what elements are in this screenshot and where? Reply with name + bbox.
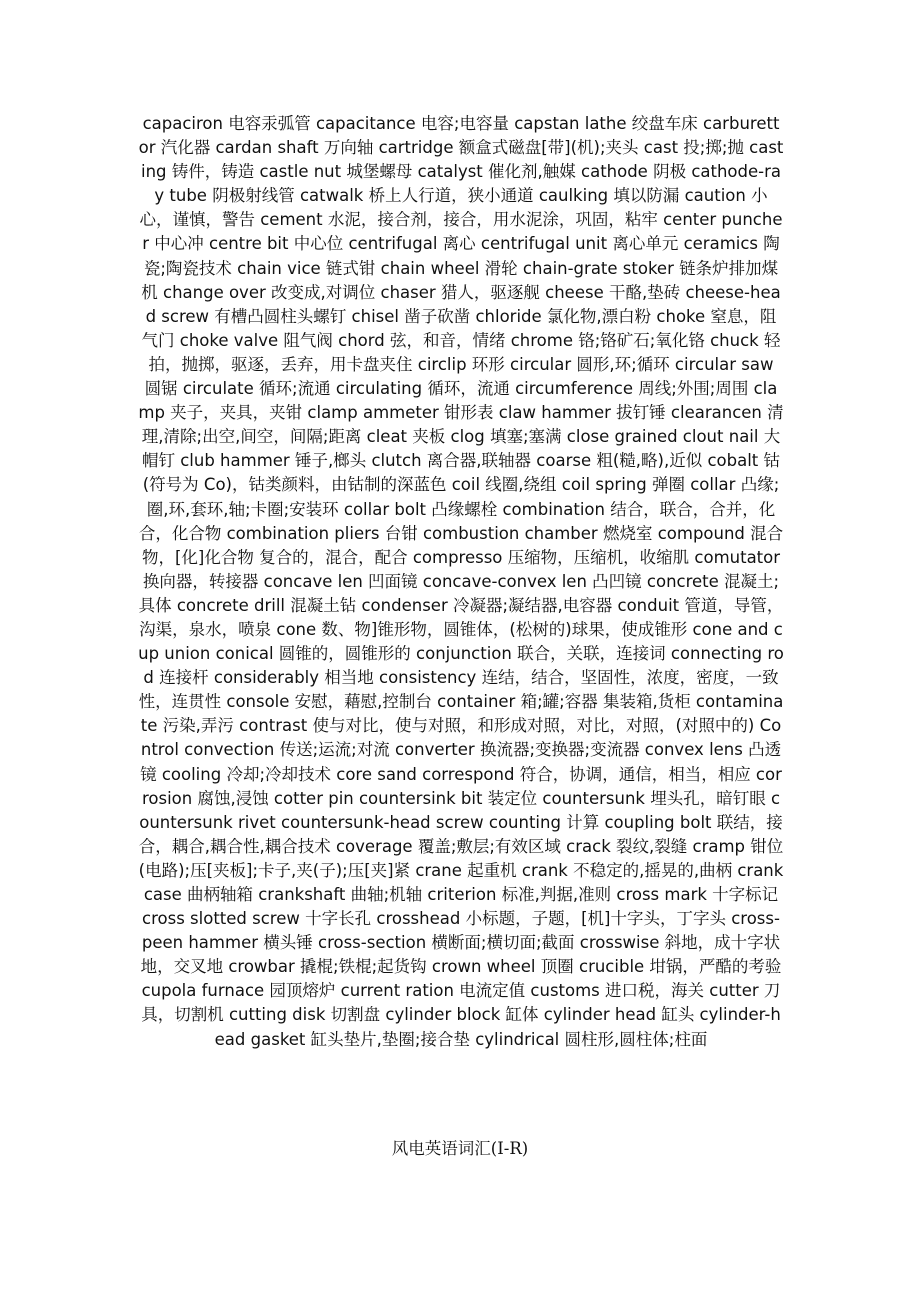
glossary-paragraph: capaciron 电容汞弧管 capacitance 电容;电容量 capstan lathe 绞盘车床 carburettor 汽化器 cardan shaft 万向轴 cartridge 额盒式磁盘[带](机);夹头 cast 投;掷;抛 casting 铸件，铸造 castle nut 城堡螺母 catalyst 催化剂,触媒 cathode 阴极 cathode-ray tube 阴极射线管 catwalk 桥上人行道，狭小通道 caulking 填以防漏 caution 小心，谨慎，警告 cement 水泥，接合剂，接合，用水泥涂，巩固，粘牢 center puncher 中心冲 centre bit 中心位 centrifugal 离心 centrifugal unit 离心单元 ceramics 陶瓷;陶瓷技术 chain vice 链式钳 chain wheel 滑轮 chain-grate stoker 链条炉排加煤机 change over 改变成,对调位 chaser 猎人，驱逐舰 cheese 干酪,垫砖 cheese-head screw 有槽凸圆柱头螺钉 chisel 凿子砍凿 chloride 氯化物,漂白粉 choke 窒息，阻气门 choke valve 阻气阀 chord 弦，和音，情绪 chrome 铬;铬矿石;氧化铬 chuck 轻拍，抛掷，驱逐，丢弃，用卡盘夹住 circlip 环形 circular 圆形,环;循环 circular saw 圆锯 circulate 循环;流通 circulating 循环，流通 circumference 周线;外围;周围 clamp 夹子，夹具，夹钳 clamp ammeter 钳形表 claw hammer 拔钉锤 clearancen 清理,清除;出空,间空，间隔;距离 cleat 夹板 clog 填塞;塞满 close grained clout nail 大帽钉 club hammer 锤子,榔头 clutch 离合器,联轴器 coarse 粗(糙,略),近似 cobalt 钴(符号为 Co)，钴类颜料，由钴制的深蓝色 coil 线圈,绕组 coil spring 弹圈 collar 凸缘;圈,环,套环,轴;卡圈;安装环 collar bolt 凸缘螺栓 combination 结合，联合，合并，化合，化合物 combination pliers 台钳 combustion chamber 燃烧室 compound 混合物，[化]化合物 复合的，混合，配合 compresso 压缩物，压缩机，收缩肌 comutator 换向器，转接器 concave len 凹面镜 concave-convex len 凸凹镜 concrete 混凝土;具体 concrete drill 混凝土钻 condenser 冷凝器;凝结器,电容器 conduit 管道，导管，沟渠，泉水，喷泉 cone 数、物]锥形物，圆锥体，(松树的)球果，使成锥形 cone and cup union conical 圆锥的，圆锥形的 conjunction 联合，关联，连接词 connecting rod 连接杆 considerably 相当地 consistency 连结，结合，坚固性，浓度，密度，一致性，连贯性 console 安慰，藉慰,控制台 container 箱;罐;容器 集装箱,货柜 contaminate 污染,弄污 contrast 使与对比，使与对照，和形成对照，对比，对照，(对照中的) Control convection 传送;运流;对流 converter 换流器;变换器;变流器 convex lens 凸透镜 cooling 冷却;冷却技术 core sand correspond 符合，协调，通信，相当，相应 corrosion 腐蚀,浸蚀 cotter pin countersink bit 装定位 countersunk 埋头孔，暗钉眼 countersunk rivet countersunk-head screw counting 计算 coupling bolt 联结，接合，耦合,耦合性,耦合技术 coverage 覆盖;敷层;有效区域 crack 裂纹,裂缝 cramp 钳位(电路);压[夹板];卡子,夹(子);压[夹]紧 crane 起重机 crank 不稳定的,摇晃的,曲柄 crankcase 曲柄轴箱 crankshaft 曲轴;机轴 criterion 标准,判据,准则 cross mark 十字标记 cross slotted screw 十字长孔 crosshead 小标题，子题，[机]十字头，丁字头 cross-peen hammer 横头锤 cross-section 横断面;横切面;截面 crosswise 斜地，成十字状地，交叉地 crowbar 撬棍;铁棍;起货钩 crown wheel 顶圈 crucible 坩锅，严酷的考验 cupola furnace 园顶熔炉 current ration 电流定值 customs 进口税，海关 cutter 刀具，切割机 cutting disk 切割盘 cylinder block 缸体 cylinder head 缸头 cylinder-head gasket 缸头垫片,垫圈;接合垫 cylindrical 圆柱形,圆柱体;柱面 — [138, 114, 784, 1049]
section-heading: 风电英语词汇(I-R) — [391, 1139, 529, 1158]
